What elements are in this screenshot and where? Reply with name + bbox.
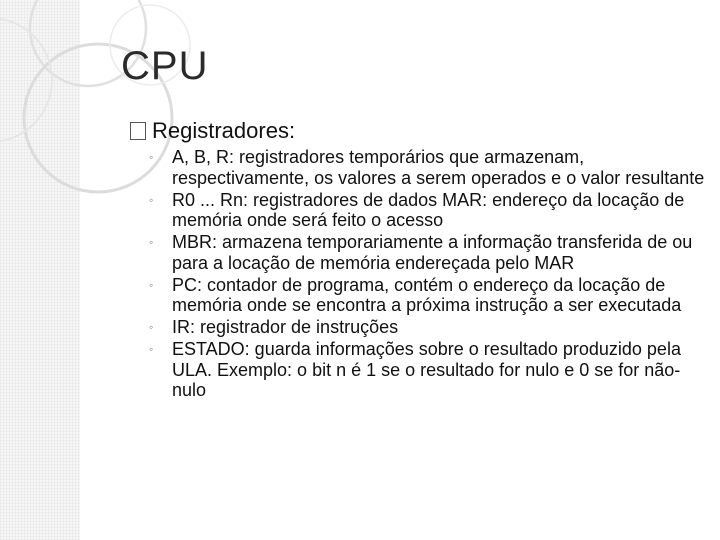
left-decorative-band <box>0 0 80 540</box>
bullet-list <box>149 147 709 402</box>
section-heading-text: Registradores: <box>152 118 296 143</box>
bullet-icon: ◦ <box>149 192 154 207</box>
list-item <box>149 147 709 188</box>
section-heading <box>130 118 295 144</box>
list-item <box>149 317 709 338</box>
list-item-text: PC: contador de programa, contém o endereço da locação de memória onde se encontra a próxima instrução a ser executada <box>172 274 682 315</box>
list-item <box>149 190 709 231</box>
bullet-icon: ◦ <box>149 320 154 334</box>
list-item-text: IR: registrador de instruções <box>172 317 399 337</box>
bullet-icon: ◦ <box>149 342 154 356</box>
list-item <box>149 339 709 401</box>
list-item-text: R0 ... Rn: registradores de dados MAR: endereço da locação de memória onde será feito o acesso <box>172 189 685 230</box>
list-item <box>149 232 709 273</box>
bullet-icon: ◦ <box>149 150 154 164</box>
bullet-icon: ◦ <box>149 235 154 249</box>
list-item-text: ESTADO: guarda informações sobre o resultado produzido pela ULA. Exemplo: o bit n é 1 se o resultado for nulo e 0 se for não-nulo <box>172 339 681 400</box>
list-item-text: MBR: armazena temporariamente a informação transferida de ou para a locação de memória endereçada pelo MAR <box>172 232 693 273</box>
list-item-text: A, B, R: registradores temporários que armazenam, respectivamente, os valores a serem operados e o valor resultante <box>172 147 705 188</box>
slide-title: CPU <box>121 44 209 88</box>
bullet-icon: ◦ <box>149 277 154 292</box>
list-item <box>149 275 709 316</box>
checkbox-bullet-icon <box>130 122 146 140</box>
